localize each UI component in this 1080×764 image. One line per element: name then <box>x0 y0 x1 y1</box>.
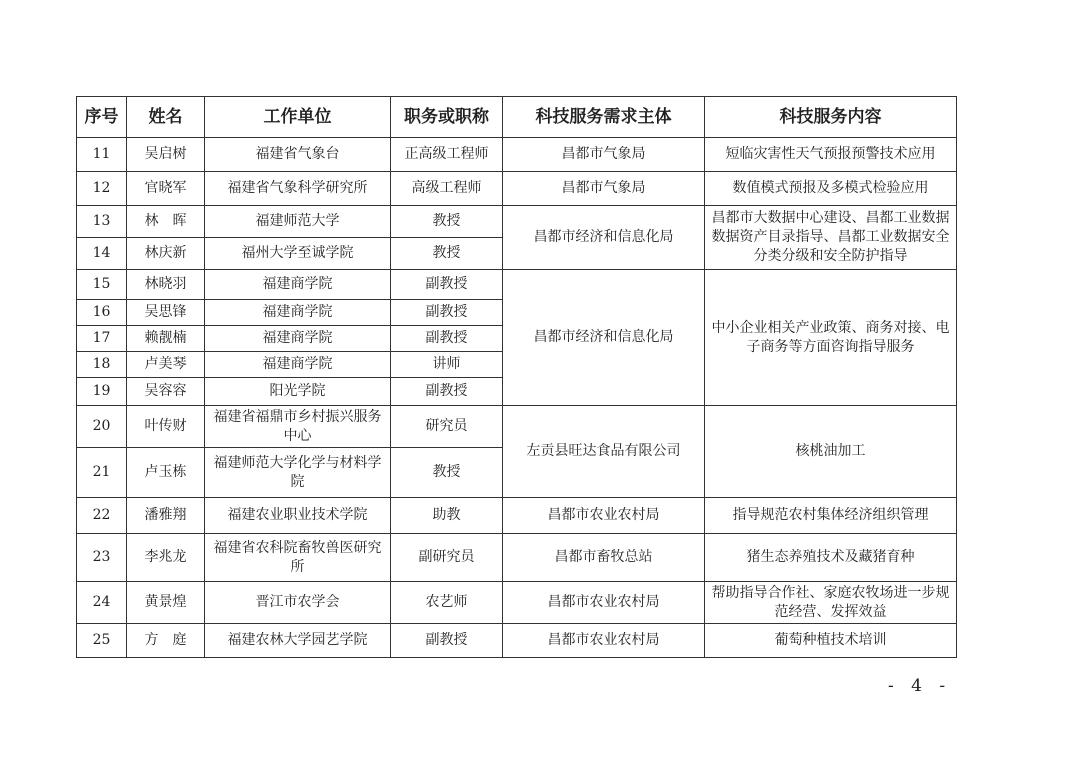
cell-name: 官晓军 <box>127 172 205 206</box>
cell-title: 副教授 <box>391 326 503 352</box>
cell-name: 赖靓楠 <box>127 326 205 352</box>
cell-unit: 福建师范大学化学与材料学院 <box>205 448 391 498</box>
expert-table <box>76 96 957 658</box>
cell-serial: 15 <box>77 270 127 300</box>
cell-title: 教授 <box>391 238 503 270</box>
cell-content: 昌都市大数据中心建设、昌都工业数据数据资产目录指导、昌都工业数据安全分类分级和安全防护指导 <box>705 206 957 270</box>
cell-serial: 23 <box>77 534 127 582</box>
cell-name: 林 晖 <box>127 206 205 238</box>
table-row <box>77 172 957 206</box>
cell-unit: 福建省福鼎市乡村振兴服务中心 <box>205 406 391 448</box>
cell-content: 中小企业相关产业政策、商务对接、电子商务等方面咨询指导服务 <box>705 270 957 406</box>
cell-demand: 昌都市气象局 <box>503 172 705 206</box>
cell-content: 帮助指导合作社、家庭农牧场进一步规范经营、发挥效益 <box>705 582 957 624</box>
cell-name: 吴容容 <box>127 378 205 406</box>
cell-content: 猪生态养殖技术及藏猪育种 <box>705 534 957 582</box>
cell-unit: 福建师范大学 <box>205 206 391 238</box>
cell-content: 指导规范农村集体经济组织管理 <box>705 498 957 534</box>
cell-title: 助教 <box>391 498 503 534</box>
table-row <box>77 406 957 448</box>
header-name: 姓名 <box>127 97 205 138</box>
cell-title: 教授 <box>391 206 503 238</box>
cell-demand: 昌都市经济和信息化局 <box>503 270 705 406</box>
table-header-row <box>77 97 957 138</box>
header-unit: 工作单位 <box>205 97 391 138</box>
cell-content: 短临灾害性天气预报预警技术应用 <box>705 138 957 172</box>
cell-unit: 福建商学院 <box>205 300 391 326</box>
cell-content: 核桃油加工 <box>705 406 957 498</box>
cell-name: 吴思锋 <box>127 300 205 326</box>
cell-name: 潘雅翔 <box>127 498 205 534</box>
cell-title: 研究员 <box>391 406 503 448</box>
cell-unit: 福建商学院 <box>205 270 391 300</box>
table-row <box>77 206 957 238</box>
header-serial: 序号 <box>77 97 127 138</box>
cell-unit: 福建省气象科学研究所 <box>205 172 391 206</box>
cell-serial: 20 <box>77 406 127 448</box>
cell-content: 数值模式预报及多模式检验应用 <box>705 172 957 206</box>
cell-title: 副教授 <box>391 624 503 658</box>
cell-unit: 福州大学至诚学院 <box>205 238 391 270</box>
cell-name: 黄景煌 <box>127 582 205 624</box>
cell-unit: 福建省农科院畜牧兽医研究所 <box>205 534 391 582</box>
table-row <box>77 582 957 624</box>
cell-title: 正高级工程师 <box>391 138 503 172</box>
cell-demand: 昌都市农业农村局 <box>503 624 705 658</box>
cell-unit: 阳光学院 <box>205 378 391 406</box>
cell-content: 葡萄种植技术培训 <box>705 624 957 658</box>
cell-serial: 18 <box>77 352 127 378</box>
table-row <box>77 498 957 534</box>
cell-serial: 17 <box>77 326 127 352</box>
header-content: 科技服务内容 <box>705 97 957 138</box>
cell-serial: 19 <box>77 378 127 406</box>
cell-name: 林庆新 <box>127 238 205 270</box>
cell-title: 副教授 <box>391 378 503 406</box>
cell-name: 卢美琴 <box>127 352 205 378</box>
cell-unit: 福建省气象台 <box>205 138 391 172</box>
cell-title: 教授 <box>391 448 503 498</box>
cell-name: 叶传财 <box>127 406 205 448</box>
header-title: 职务或职称 <box>391 97 503 138</box>
cell-serial: 21 <box>77 448 127 498</box>
cell-unit: 福建商学院 <box>205 352 391 378</box>
cell-demand: 左贡县旺达食品有限公司 <box>503 406 705 498</box>
cell-name: 方 庭 <box>127 624 205 658</box>
cell-serial: 13 <box>77 206 127 238</box>
table-row <box>77 138 957 172</box>
cell-unit: 福建农林大学园艺学院 <box>205 624 391 658</box>
cell-serial: 12 <box>77 172 127 206</box>
cell-serial: 24 <box>77 582 127 624</box>
cell-title: 副教授 <box>391 270 503 300</box>
table-row <box>77 270 957 300</box>
cell-unit: 福建商学院 <box>205 326 391 352</box>
cell-title: 讲师 <box>391 352 503 378</box>
cell-name: 林晓羽 <box>127 270 205 300</box>
cell-serial: 16 <box>77 300 127 326</box>
cell-demand: 昌都市农业农村局 <box>503 582 705 624</box>
cell-unit: 晋江市农学会 <box>205 582 391 624</box>
cell-title: 高级工程师 <box>391 172 503 206</box>
header-demand: 科技服务需求主体 <box>503 97 705 138</box>
cell-name: 卢玉栋 <box>127 448 205 498</box>
cell-demand: 昌都市经济和信息化局 <box>503 206 705 270</box>
cell-demand: 昌都市农业农村局 <box>503 498 705 534</box>
cell-unit: 福建农业职业技术学院 <box>205 498 391 534</box>
cell-title: 副教授 <box>391 300 503 326</box>
cell-serial: 25 <box>77 624 127 658</box>
cell-demand: 昌都市气象局 <box>503 138 705 172</box>
cell-serial: 22 <box>77 498 127 534</box>
table-row <box>77 624 957 658</box>
cell-name: 李兆龙 <box>127 534 205 582</box>
cell-demand: 昌都市畜牧总站 <box>503 534 705 582</box>
cell-name: 吴启树 <box>127 138 205 172</box>
cell-title: 农艺师 <box>391 582 503 624</box>
cell-title: 副研究员 <box>391 534 503 582</box>
cell-serial: 14 <box>77 238 127 270</box>
table-row <box>77 534 957 582</box>
page-number: - 4 - <box>888 676 952 696</box>
cell-serial: 11 <box>77 138 127 172</box>
